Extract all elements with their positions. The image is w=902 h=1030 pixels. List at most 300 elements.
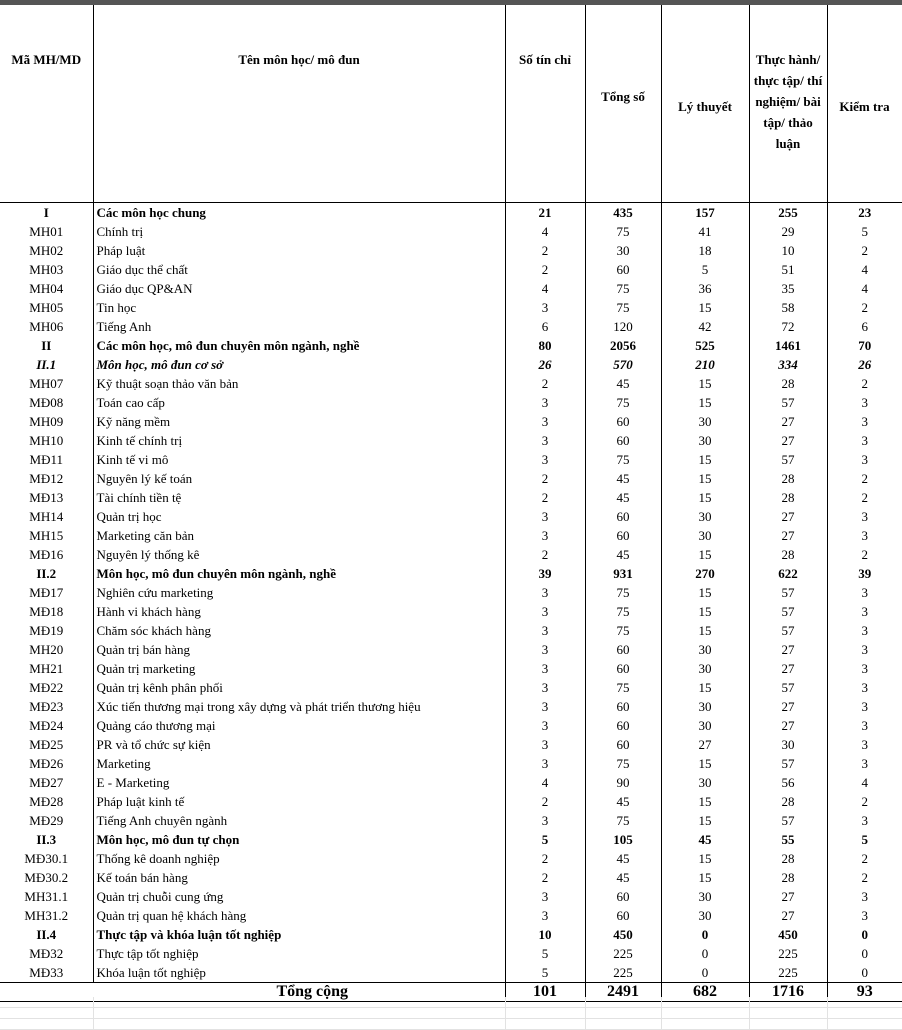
cell-total: 450	[585, 925, 661, 944]
cell-code: MĐ17	[0, 583, 93, 602]
cell-code: MĐ12	[0, 469, 93, 488]
cell-total: 2056	[585, 336, 661, 355]
cell-code: MH01	[0, 222, 93, 241]
empty-sheet-rows	[0, 997, 902, 1030]
cell-code: MĐ30.2	[0, 868, 93, 887]
cell-name: Khóa luận tốt nghiệp	[93, 963, 505, 983]
cell-exam: 3	[861, 718, 868, 733]
cell-credits: 3	[505, 697, 585, 716]
cell-exam: 2	[861, 547, 868, 562]
cell-name: Nghiên cứu marketing	[93, 583, 505, 602]
cell-practice: 57	[749, 621, 827, 640]
cell-code: MĐ33	[0, 963, 93, 983]
cell-credits: 3	[505, 450, 585, 469]
cell-total: 45	[585, 868, 661, 887]
cell-name: Quảng cáo thương mại	[93, 716, 505, 735]
cell-credits: 3	[505, 678, 585, 697]
cell-exam: 2	[861, 851, 868, 866]
cell-theory: 15	[661, 450, 749, 469]
cell-practice: 27	[749, 887, 827, 906]
table-row	[0, 374, 902, 393]
cell-exam: 3	[861, 452, 868, 467]
cell-practice: 28	[749, 849, 827, 868]
cell-total: 75	[585, 678, 661, 697]
header-total: Tổng số	[585, 5, 661, 197]
cell-exam: 4	[861, 262, 868, 277]
cell-code: MH09	[0, 412, 93, 431]
cell-credits: 3	[505, 393, 585, 412]
table-row	[0, 279, 902, 298]
cell-theory: 5	[661, 260, 749, 279]
cell-theory: 30	[661, 431, 749, 450]
cell-name: Thống kê doanh nghiệp	[93, 849, 505, 868]
cell-exam: 3	[861, 585, 868, 600]
cell-total: 60	[585, 887, 661, 906]
cell-name: Kinh tế chính trị	[93, 431, 505, 450]
cell-exam: 3	[861, 528, 868, 543]
table-row	[0, 678, 902, 697]
cell-exam: 3	[861, 699, 868, 714]
cell-practice: 57	[749, 450, 827, 469]
cell-theory: 210	[661, 355, 749, 374]
cell-theory: 30	[661, 697, 749, 716]
cell-exam: 5	[861, 224, 868, 239]
cell-name: Hành vi khách hàng	[93, 602, 505, 621]
header-name: Tên môn học/ mô đun	[93, 5, 505, 197]
cell-credits: 3	[505, 659, 585, 678]
cell-practice: 57	[749, 811, 827, 830]
header-credits: Số tín chỉ	[505, 5, 585, 197]
cell-practice: 29	[749, 222, 827, 241]
cell-exam: 4	[861, 281, 868, 296]
cell-code: MH03	[0, 260, 93, 279]
cell-name: Chăm sóc khách hàng	[93, 621, 505, 640]
cell-total: 75	[585, 811, 661, 830]
cell-exam: 3	[861, 414, 868, 429]
table-row	[0, 659, 902, 678]
cell-name: Toán cao cấp	[93, 393, 505, 412]
cell-exam: 2	[861, 376, 868, 391]
cell-credits: 2	[505, 374, 585, 393]
cell-credits: 4	[505, 279, 585, 298]
cell-theory: 15	[661, 374, 749, 393]
table-row	[0, 241, 902, 260]
cell-theory: 30	[661, 526, 749, 545]
grid-line	[827, 997, 828, 1030]
cell-code: MĐ30.1	[0, 849, 93, 868]
cell-total: 45	[585, 849, 661, 868]
cell-credits: 2	[505, 545, 585, 564]
table-row	[0, 545, 902, 564]
cell-practice: 450	[749, 925, 827, 944]
table-row	[0, 754, 902, 773]
cell-total: 60	[585, 716, 661, 735]
table-row	[0, 906, 902, 925]
cell-total: 60	[585, 412, 661, 431]
cell-name: Thực tập và khóa luận tốt nghiệp	[93, 925, 505, 944]
cell-total: 75	[585, 222, 661, 241]
cell-exam: 2	[861, 870, 868, 885]
cell-theory: 18	[661, 241, 749, 260]
cell-name: Pháp luật	[93, 241, 505, 260]
cell-code: I	[0, 203, 93, 223]
cell-exam: 4	[861, 775, 868, 790]
cell-theory: 0	[661, 963, 749, 983]
cell-exam: 3	[861, 604, 868, 619]
cell-practice: 57	[749, 754, 827, 773]
cell-total: 931	[585, 564, 661, 583]
cell-total: 570	[585, 355, 661, 374]
cell-theory: 15	[661, 602, 749, 621]
cell-credits: 3	[505, 811, 585, 830]
cell-name: Kế toán bán hàng	[93, 868, 505, 887]
section-row	[0, 564, 902, 583]
cell-credits: 26	[505, 355, 585, 374]
cell-practice: 57	[749, 583, 827, 602]
cell-practice: 255	[749, 203, 827, 223]
cell-name: Các môn học chung	[93, 203, 505, 223]
table-row	[0, 849, 902, 868]
cell-exam: 5	[861, 832, 868, 847]
cell-practice: 27	[749, 412, 827, 431]
header-row	[0, 5, 902, 197]
grid-line	[749, 997, 750, 1030]
cell-theory: 30	[661, 773, 749, 792]
grid-line	[505, 997, 506, 1030]
cell-total: 60	[585, 507, 661, 526]
cell-practice: 57	[749, 393, 827, 412]
cell-total: 435	[585, 203, 661, 223]
table-row	[0, 868, 902, 887]
cell-theory: 15	[661, 811, 749, 830]
cell-code: MH02	[0, 241, 93, 260]
cell-credits: 3	[505, 412, 585, 431]
cell-code: MĐ26	[0, 754, 93, 773]
cell-total: 60	[585, 640, 661, 659]
cell-exam: 2	[861, 471, 868, 486]
cell-theory: 30	[661, 507, 749, 526]
table-row	[0, 488, 902, 507]
table-row	[0, 792, 902, 811]
cell-practice: 28	[749, 792, 827, 811]
cell-total: 45	[585, 792, 661, 811]
table-row	[0, 716, 902, 735]
cell-code: MH31.2	[0, 906, 93, 925]
cell-name: Tài chính tiền tệ	[93, 488, 505, 507]
cell-name: Môn học, mô đun cơ sở	[93, 355, 505, 374]
cell-name: Tiếng Anh chuyên ngành	[93, 811, 505, 830]
cell-credits: 5	[505, 963, 585, 983]
table-row	[0, 640, 902, 659]
cell-total: 45	[585, 469, 661, 488]
cell-code: MĐ23	[0, 697, 93, 716]
cell-practice: 10	[749, 241, 827, 260]
cell-name: Xúc tiến thương mại trong xây dựng và phát triển thương hiệu	[93, 697, 505, 716]
cell-name: Marketing	[93, 754, 505, 773]
cell-theory: 30	[661, 659, 749, 678]
table-row	[0, 431, 902, 450]
table-row	[0, 944, 902, 963]
cell-credits: 4	[505, 773, 585, 792]
cell-practice: 57	[749, 678, 827, 697]
header-theory: Lý thuyết	[661, 5, 749, 197]
cell-credits: 10	[505, 925, 585, 944]
cell-credits: 3	[505, 906, 585, 925]
cell-code: II.3	[0, 830, 93, 849]
cell-exam: 3	[861, 813, 868, 828]
cell-credits: 2	[505, 849, 585, 868]
totals-label: Tổng cộng	[0, 983, 505, 1002]
cell-name: Chính trị	[93, 222, 505, 241]
cell-code: MĐ08	[0, 393, 93, 412]
cell-theory: 0	[661, 944, 749, 963]
cell-code: MĐ22	[0, 678, 93, 697]
grid-line	[585, 997, 586, 1030]
cell-credits: 3	[505, 507, 585, 526]
cell-code: II.4	[0, 925, 93, 944]
cell-total: 75	[585, 450, 661, 469]
cell-theory: 15	[661, 868, 749, 887]
cell-name: Giáo dục QP&AN	[93, 279, 505, 298]
cell-name: Nguyên lý thống kê	[93, 545, 505, 564]
cell-theory: 27	[661, 735, 749, 754]
cell-credits: 3	[505, 716, 585, 735]
cell-total: 225	[585, 963, 661, 983]
table-row	[0, 450, 902, 469]
cell-name: Tiếng Anh	[93, 317, 505, 336]
cell-theory: 30	[661, 716, 749, 735]
cell-theory: 15	[661, 469, 749, 488]
cell-exam: 3	[861, 756, 868, 771]
cell-theory: 15	[661, 298, 749, 317]
cell-name: Môn học, mô đun chuyên môn ngành, nghề	[93, 564, 505, 583]
cell-credits: 3	[505, 754, 585, 773]
cell-theory: 30	[661, 640, 749, 659]
grid-line	[661, 997, 662, 1030]
grid-line	[93, 997, 94, 1030]
section-row	[0, 925, 902, 944]
cell-credits: 3	[505, 887, 585, 906]
section-row	[0, 355, 902, 374]
cell-exam: 3	[861, 908, 868, 923]
cell-exam: 2	[861, 243, 868, 258]
cell-code: MĐ24	[0, 716, 93, 735]
cell-practice: 28	[749, 374, 827, 393]
table-row	[0, 298, 902, 317]
cell-total: 75	[585, 621, 661, 640]
cell-theory: 15	[661, 678, 749, 697]
cell-exam: 3	[861, 737, 868, 752]
cell-name: Kỹ thuật soạn thảo văn bản	[93, 374, 505, 393]
cell-exam: 2	[861, 490, 868, 505]
cell-theory: 41	[661, 222, 749, 241]
cell-name: Tin học	[93, 298, 505, 317]
cell-credits: 21	[505, 203, 585, 223]
cell-exam: 3	[861, 661, 868, 676]
table-row	[0, 222, 902, 241]
cell-code: MH10	[0, 431, 93, 450]
cell-exam: 3	[861, 395, 868, 410]
cell-code: MĐ25	[0, 735, 93, 754]
cell-theory: 270	[661, 564, 749, 583]
cell-theory: 525	[661, 336, 749, 355]
cell-theory: 15	[661, 393, 749, 412]
cell-practice: 27	[749, 906, 827, 925]
cell-name: Kỹ năng mềm	[93, 412, 505, 431]
cell-theory: 15	[661, 488, 749, 507]
cell-theory: 15	[661, 792, 749, 811]
cell-code: MĐ13	[0, 488, 93, 507]
cell-theory: 15	[661, 545, 749, 564]
cell-credits: 5	[505, 944, 585, 963]
cell-total: 75	[585, 393, 661, 412]
cell-total: 75	[585, 754, 661, 773]
cell-code: MĐ18	[0, 602, 93, 621]
table-row	[0, 811, 902, 830]
cell-practice: 622	[749, 564, 827, 583]
cell-code: MH31.1	[0, 887, 93, 906]
cell-exam: 6	[861, 319, 868, 334]
cell-practice: 225	[749, 944, 827, 963]
cell-total: 60	[585, 906, 661, 925]
totals-total: 2491	[585, 983, 661, 1002]
cell-exam: 0	[861, 946, 868, 961]
cell-practice: 1461	[749, 336, 827, 355]
cell-practice: 27	[749, 431, 827, 450]
header-code: Mã MH/MD	[0, 5, 93, 197]
cell-credits: 2	[505, 488, 585, 507]
cell-total: 60	[585, 260, 661, 279]
header-practice: Thực hành/ thực tập/ thí nghiệm/ bài tập/ thảo luận	[749, 5, 827, 197]
cell-theory: 42	[661, 317, 749, 336]
cell-code: MH14	[0, 507, 93, 526]
cell-credits: 3	[505, 583, 585, 602]
cell-credits: 2	[505, 792, 585, 811]
cell-code: MH20	[0, 640, 93, 659]
cell-theory: 36	[661, 279, 749, 298]
cell-name: Quản trị marketing	[93, 659, 505, 678]
cell-exam: 0	[861, 965, 868, 980]
totals-exam: 93	[827, 983, 902, 1002]
cell-total: 105	[585, 830, 661, 849]
table-row	[0, 697, 902, 716]
cell-name: Kinh tế vi mô	[93, 450, 505, 469]
cell-exam: 0	[861, 927, 868, 942]
cell-name: Quản trị quan hệ khách hàng	[93, 906, 505, 925]
cell-credits: 5	[505, 830, 585, 849]
cell-practice: 334	[749, 355, 827, 374]
cell-exam: 3	[861, 433, 868, 448]
cell-name: Các môn học, mô đun chuyên môn ngành, nghề	[93, 336, 505, 355]
cell-name: Quản trị học	[93, 507, 505, 526]
cell-theory: 15	[661, 754, 749, 773]
cell-practice: 51	[749, 260, 827, 279]
cell-practice: 27	[749, 507, 827, 526]
cell-credits: 3	[505, 602, 585, 621]
cell-theory: 15	[661, 621, 749, 640]
cell-practice: 56	[749, 773, 827, 792]
cell-total: 75	[585, 583, 661, 602]
cell-practice: 27	[749, 526, 827, 545]
cell-total: 30	[585, 241, 661, 260]
cell-practice: 55	[749, 830, 827, 849]
cell-theory: 30	[661, 887, 749, 906]
cell-credits: 2	[505, 260, 585, 279]
cell-credits: 3	[505, 431, 585, 450]
cell-code: MH04	[0, 279, 93, 298]
cell-total: 45	[585, 545, 661, 564]
cell-credits: 4	[505, 222, 585, 241]
cell-code: MĐ27	[0, 773, 93, 792]
cell-credits: 2	[505, 868, 585, 887]
table-row	[0, 526, 902, 545]
cell-code: MĐ28	[0, 792, 93, 811]
cell-code: MĐ29	[0, 811, 93, 830]
cell-practice: 35	[749, 279, 827, 298]
cell-total: 60	[585, 526, 661, 545]
cell-exam: 2	[861, 300, 868, 315]
cell-exam: 3	[861, 509, 868, 524]
cell-credits: 3	[505, 526, 585, 545]
totals-practice: 1716	[749, 983, 827, 1002]
cell-credits: 2	[505, 469, 585, 488]
cell-name: Nguyên lý kế toán	[93, 469, 505, 488]
cell-total: 60	[585, 697, 661, 716]
totals-theory: 682	[661, 983, 749, 1002]
cell-code: MH05	[0, 298, 93, 317]
cell-practice: 28	[749, 868, 827, 887]
cell-credits: 80	[505, 336, 585, 355]
cell-exam: 70	[858, 338, 872, 353]
cell-code: MH07	[0, 374, 93, 393]
table-row	[0, 735, 902, 754]
cell-practice: 28	[749, 545, 827, 564]
table-row	[0, 412, 902, 431]
cell-exam: 26	[858, 357, 872, 372]
cell-total: 225	[585, 944, 661, 963]
cell-code: II.2	[0, 564, 93, 583]
cell-practice: 28	[749, 488, 827, 507]
cell-total: 90	[585, 773, 661, 792]
cell-total: 120	[585, 317, 661, 336]
cell-name: Quản trị chuỗi cung ứng	[93, 887, 505, 906]
cell-code: MĐ19	[0, 621, 93, 640]
cell-exam: 3	[861, 889, 868, 904]
cell-name: Quản trị bán hàng	[93, 640, 505, 659]
cell-credits: 3	[505, 640, 585, 659]
cell-practice: 225	[749, 963, 827, 983]
cell-theory: 15	[661, 583, 749, 602]
cell-practice: 27	[749, 716, 827, 735]
table-row	[0, 507, 902, 526]
cell-total: 60	[585, 659, 661, 678]
table-row	[0, 260, 902, 279]
cell-code: MĐ32	[0, 944, 93, 963]
cell-code: II.1	[0, 355, 93, 374]
section-row	[0, 203, 902, 223]
cell-exam: 3	[861, 680, 868, 695]
cell-total: 60	[585, 431, 661, 450]
table-body	[0, 203, 902, 983]
cell-name: Marketing căn bản	[93, 526, 505, 545]
cell-name: Quản trị kênh phân phối	[93, 678, 505, 697]
cell-total: 45	[585, 374, 661, 393]
cell-theory: 0	[661, 925, 749, 944]
cell-practice: 28	[749, 469, 827, 488]
section-row	[0, 336, 902, 355]
cell-credits: 2	[505, 241, 585, 260]
table-row	[0, 393, 902, 412]
